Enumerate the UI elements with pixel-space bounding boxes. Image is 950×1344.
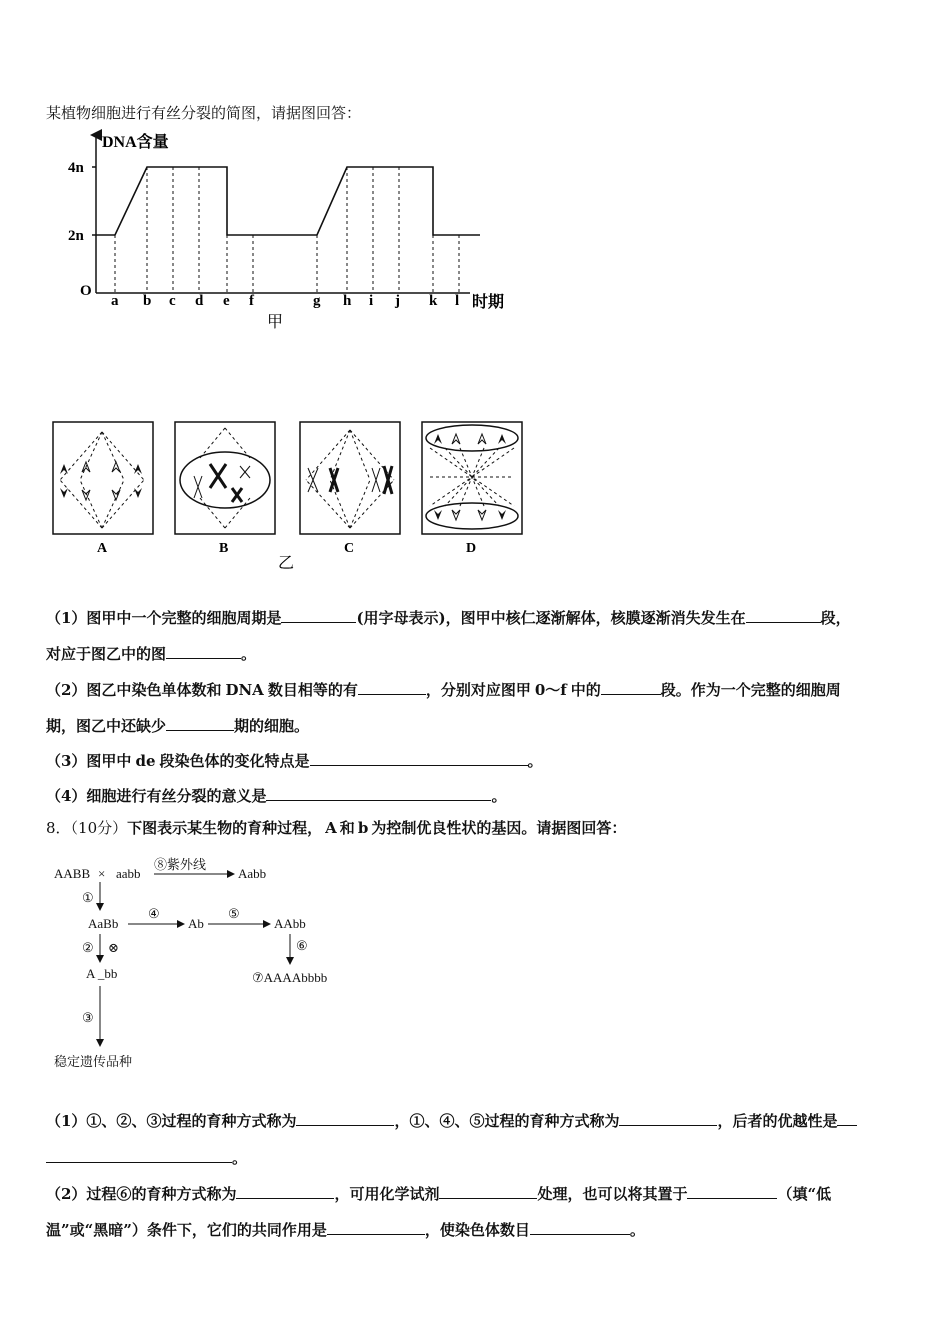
q8-sub1-line2: 。 [46, 1146, 247, 1168]
answer-blank[interactable] [281, 606, 356, 623]
panel-c [300, 422, 400, 534]
x-tick-j: j [395, 293, 400, 309]
mutant-aabb: Aabb [238, 866, 267, 881]
mitosis-figure-yi [50, 418, 530, 578]
answer-blank[interactable] [619, 1109, 717, 1126]
step3-label: ③ [82, 1010, 94, 1025]
x-tick-c: c [169, 293, 176, 309]
step1-label: ① [82, 890, 94, 905]
dna-content-chart [60, 125, 530, 335]
figure-caption-yi: 乙 [278, 555, 295, 572]
x-tick-g: g [313, 293, 321, 309]
answer-blank[interactable] [327, 1218, 425, 1235]
answer-blank[interactable] [236, 1182, 334, 1199]
x-tick-a: a [111, 293, 119, 309]
chart-caption-jia: 甲 [267, 314, 284, 331]
step4-label: ④ [148, 906, 160, 921]
q7-sub2-line1: （2）图乙中染色单体数和 DNA 数目相等的有 ，分别对应图甲 0～f 中的 段。作为一个完整的细胞周 [46, 678, 841, 700]
answer-blank[interactable] [166, 642, 241, 659]
stable-variety: 稳定遗传品种 [54, 1054, 133, 1069]
x-tick-d: d [195, 293, 204, 309]
panel-a [53, 422, 153, 534]
x-tick-l: l [455, 293, 460, 309]
f1-aabb: AaBb [88, 916, 119, 931]
answer-blank[interactable] [166, 714, 234, 731]
answer-blank[interactable] [601, 678, 661, 695]
q7-sub1-line2: 对应于图乙中的图 。 [46, 642, 256, 664]
answer-blank[interactable] [746, 606, 821, 623]
q8-sub1-line1: （1）①、②、③过程的育种方式称为 ，①、④、⑤过程的育种方式称为 ，后者的优越性是 [46, 1109, 857, 1131]
panel-label-a: A [97, 541, 108, 556]
haploid-ab: Ab [188, 916, 204, 931]
y-tick-4n: 4n [68, 160, 84, 176]
q8-sub2-line2: 温”或“黑暗”）条件下，它们的共同作用是 ，使染色体数目 。 [46, 1218, 645, 1240]
x-axis-label: 时期 [472, 294, 505, 311]
x-tick-f: f [249, 293, 254, 309]
cross-symbol: × [98, 866, 106, 881]
answer-blank[interactable] [530, 1218, 630, 1235]
q8-sub2-line1: （2）过程⑥的育种方式称为 ，可用化学试剂 处理，也可以将其置于 （填“低 [46, 1182, 831, 1204]
q8-header: 8．（10分）下图表示某生物的育种过程， A 和 b 为控制优良性状的基因。请据图回答： [46, 819, 627, 837]
step2-label: ② [82, 940, 94, 955]
q7-sub2-line2: 期，图乙中还缺少 期的细胞。 [46, 714, 309, 736]
step6-label: ⑥ [296, 938, 308, 953]
panel-label-c: C [344, 541, 355, 556]
q7-intro: 某植物细胞进行有丝分裂的简图，请据图回答： [46, 104, 362, 122]
x-tick-i: i [369, 293, 374, 309]
y-tick-2n: 2n [68, 228, 84, 244]
x-tick-k: k [429, 293, 438, 309]
f2-a-bb: A _bb [86, 966, 118, 981]
x-tick-b: b [143, 293, 152, 309]
q7-sub4: （4）细胞进行有丝分裂的意义是 。 [46, 784, 506, 806]
panel-label-d: D [466, 541, 477, 556]
q7-sub1-line1: （1）图甲中一个完整的细胞周期是 (用字母表示)，图甲中核仁逐渐解体，核膜逐渐消失发生在 段， [46, 606, 851, 628]
answer-blank[interactable] [310, 749, 528, 766]
answer-blank[interactable] [358, 678, 426, 695]
step8-uv-label: ⑧紫外线 [154, 857, 207, 872]
answer-blank[interactable] [837, 1109, 857, 1126]
answer-blank[interactable] [266, 784, 491, 801]
answer-blank[interactable] [46, 1146, 232, 1163]
q7-sub3: （3）图甲中 de 段染色体的变化特点是 。 [46, 749, 543, 771]
x-tick-e: e [223, 293, 230, 309]
x-tick-h: h [343, 293, 352, 309]
answer-blank[interactable] [296, 1109, 394, 1126]
panel-label-b: B [219, 541, 229, 556]
tetraploid-aaaabbbb: ⑦AAAAbbbb [252, 970, 328, 985]
panel-b [175, 422, 275, 534]
breeding-diagram [50, 852, 370, 1077]
selfing-symbol: ⊗ [108, 940, 119, 955]
y-axis-label: DNA含量 [102, 134, 169, 151]
panel-d [422, 422, 522, 534]
origin-label: O [80, 283, 92, 299]
answer-blank[interactable] [439, 1182, 537, 1199]
answer-blank[interactable] [687, 1182, 777, 1199]
doubled-aabb: AAbb [274, 916, 306, 931]
step5-label: ⑤ [228, 906, 240, 921]
parent-aabb-lower: aabb [116, 866, 141, 881]
dna-series-line [96, 167, 480, 235]
parent-aabb-upper: AABB [54, 866, 91, 881]
